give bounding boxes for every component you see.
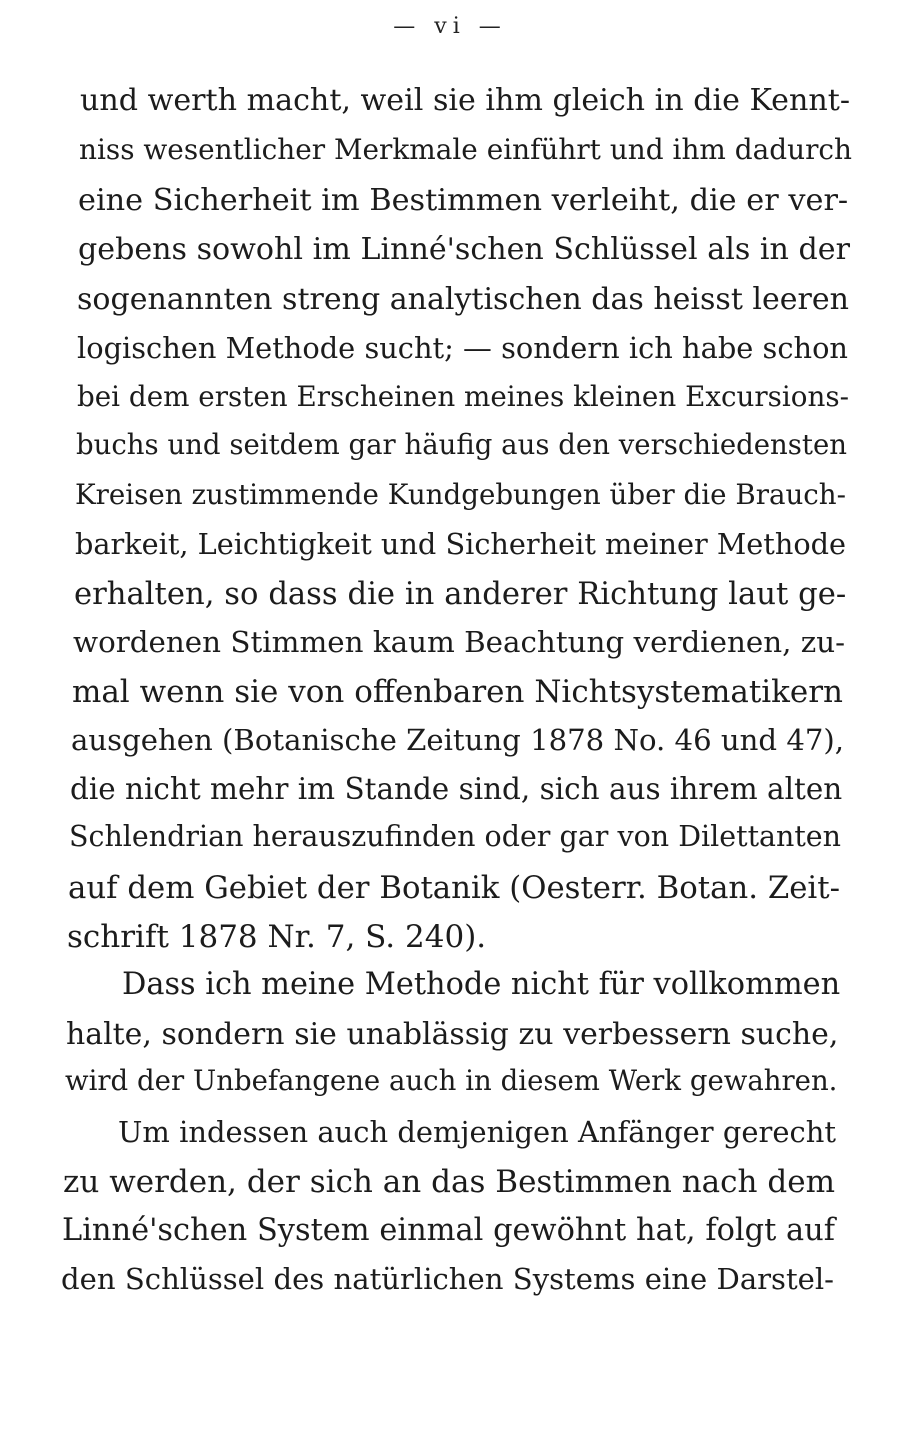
page-number-header: — vi — <box>393 14 507 39</box>
text-line: Linné'schen System einmal gewöhnt hat, folgt auf <box>62 1213 835 1248</box>
text-line: niss wesentlicher Merkmale einführt und ihm dadurch <box>79 133 852 166</box>
text-line: wird der Unbefangene auch in diesem Werk gewahren. <box>65 1065 838 1097</box>
text-line: die nicht mehr im Stande sind, sich aus ihrem alten <box>70 772 843 806</box>
text-line: gebens sowohl im Linné'schen Schlüssel als in der <box>78 232 850 267</box>
text-line: schrift 1878 Nr. 7, S. 240). <box>67 919 487 955</box>
text-line: Um indessen auch demjenigen Anfänger gerecht <box>118 1115 836 1149</box>
text-line: buchs und seitdem gar häufig aus den verschiedensten <box>76 429 847 461</box>
text-line: bei dem ersten Erscheinen meines kleinen Excursions- <box>77 380 849 413</box>
text-line: Schlendrian herauszufinden oder gar von Dilettanten <box>69 820 841 853</box>
text-line: Kreisen zustimmende Kundgebungen über die Brauch- <box>75 478 846 511</box>
text-line: eine Sicherheit im Bestimmen verleiht, die er ver- <box>78 183 849 218</box>
text-line: ausgehen (Botanische Zeitung 1878 No. 46 und 47), <box>71 723 845 757</box>
text-line: Dass ich meine Methode nicht für vollkommen <box>122 967 841 1002</box>
text-line: mal wenn sie von offenbaren Nichtsystematikern <box>72 674 843 710</box>
text-line: wordenen Stimmen kaum Beachtung verdienen, zu- <box>73 625 845 659</box>
text-line: und werth macht, weil sie ihm gleich in die Kennt- <box>80 83 850 118</box>
text-line: erhalten, so dass die in anderer Richtung laut ge- <box>74 577 847 612</box>
text-line: halte, sondern sie unablässig zu verbessern suche, <box>66 1017 839 1052</box>
text-line: den Schlüssel des natürlichen Systems eine Darstel- <box>61 1262 834 1296</box>
text-line: logischen Methode sucht; — sondern ich habe schon <box>77 331 848 365</box>
text-line: zu werden, der sich an das Bestimmen nach dem <box>63 1164 835 1200</box>
text-line: auf dem Gebiet der Botanik (Oesterr. Botan. Zeit- <box>68 870 840 906</box>
text-line: sogenannten streng analytischen das heisst leeren <box>77 282 849 317</box>
text-line: barkeit, Leichtigkeit und Sicherheit meiner Methode <box>75 527 846 561</box>
